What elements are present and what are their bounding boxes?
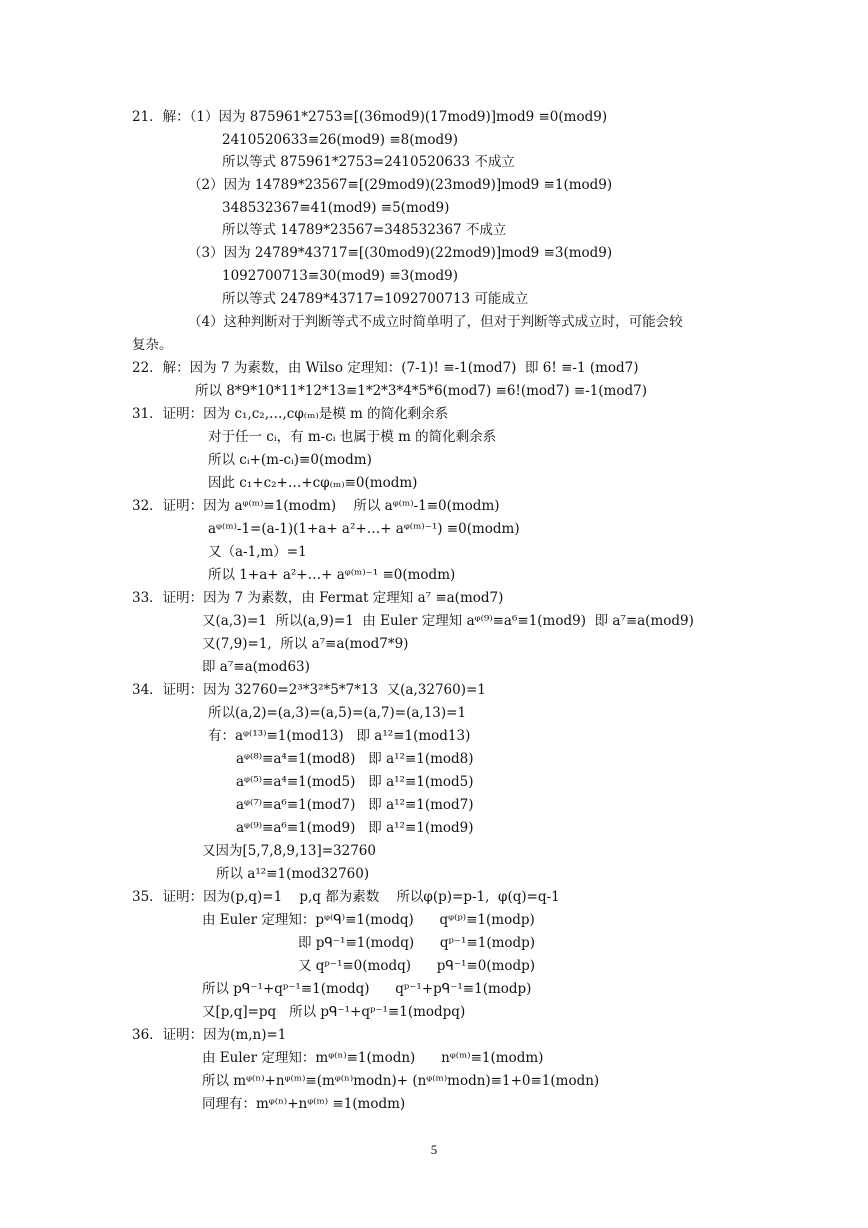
text-line: （2）因为 14789*23567≡[(29mod9)(23mod9)]mod9 ≡1(mod9) xyxy=(188,177,613,193)
text-line: 又（a-1,m）=1 xyxy=(208,544,307,560)
text-line: 所以 pᑫ⁻¹+qᵖ⁻¹≡1(modq) qᵖ⁻¹+pᑫ⁻¹≡1(modp) xyxy=(202,981,532,997)
text-line: 所以 mᵠ⁽ⁿ⁾+nᵠ⁽ᵐ⁾≡(mᵠ⁽ⁿ⁾modn)+ (nᵠ⁽ᵐ⁾modn)≡1+0≡1(modn) xyxy=(202,1073,600,1089)
text-line: 对于任一 cᵢ，有 m-cᵢ 也属于模 m 的简化剩余系 xyxy=(208,429,497,445)
text-line: 同理有：mᵠ⁽ⁿ⁾+nᵠ⁽ᵐ⁾ ≡1(modm) xyxy=(202,1096,406,1112)
text-line: 复杂。 xyxy=(132,337,173,353)
text-line: 31．证明：因为 c₁,c₂,…,cφ₍ₘ₎是模 m 的简化剩余系 xyxy=(132,406,449,422)
text-line: 又(a,3)=1 所以(a,9)=1 由 Euler 定理知 aᵠ⁽⁹⁾≡a⁶≡1(mod9) 即 a⁷≡a(mod9) xyxy=(202,613,694,629)
text-line: 又 qᵖ⁻¹≡0(modq) pᑫ⁻¹≡0(modp) xyxy=(298,958,536,974)
text-line: 由 Euler 定理知：mᵠ⁽ⁿ⁾≡1(modn) nᵠ⁽ᵐ⁾≡1(modm) xyxy=(202,1050,544,1066)
text-line: （3）因为 24789*43717≡[(30mod9)(22mod9)]mod9 ≡3(mod9) xyxy=(188,245,613,261)
text-line: 所以等式 24789*43717=1092700713 可能成立 xyxy=(222,291,529,307)
text-line: 又[p,q]=pq 所以 pᑫ⁻¹+qᵖ⁻¹≡1(modpq) xyxy=(202,1004,466,1020)
text-line: 32．证明：因为 aᵠ⁽ᵐ⁾≡1(modm) 所以 aᵠ⁽ᵐ⁾-1≡0(modm) xyxy=(132,498,500,514)
text-line: 34．证明：因为 32760=2³*3²*5*7*13 又(a,32760)=1 xyxy=(132,682,486,698)
text-line: 35．证明：因为(p,q)=1 p,q 都为素数 所以φ(p)=p-1, φ(q)=q-1 xyxy=(132,889,560,905)
text-line: 所以等式 14789*23567=348532367 不成立 xyxy=(222,222,507,238)
text-line: 因此 c₁+c₂+…+cφ₍ₘ₎≡0(modm) xyxy=(208,475,418,491)
text-line: 即 pᑫ⁻¹≡1(modq) qᵖ⁻¹≡1(modp) xyxy=(298,935,536,951)
text-line: 2410520633≡26(mod9) ≡8(mod9) xyxy=(222,132,458,148)
text-line: 1092700713≡30(mod9) ≡3(mod9) xyxy=(222,268,458,284)
text-line: 所以(a,2)=(a,3)=(a,5)=(a,7)=(a,13)=1 xyxy=(208,705,467,721)
text-line: 所以 1+a+ a²+…+ aᵠ⁽ᵐ⁾⁻¹ ≡0(modm) xyxy=(208,567,456,583)
text-line: 21．解：（1）因为 875961*2753≡[(36mod9)(17mod9)]mod9 ≡0(mod9) xyxy=(132,109,608,125)
text-line: 所以 cᵢ+(m-cᵢ)≡0(modm) xyxy=(208,452,372,468)
text-line: aᵠ⁽⁸⁾≡a⁴≡1(mod8) 即 a¹²≡1(mod8) xyxy=(236,751,474,767)
text-line: （4）这种判断对于判断等式不成立时简单明了，但对于判断等式成立时，可能会较 xyxy=(188,314,683,330)
text-line: 22．解：因为 7 为素数，由 Wilso 定理知：(7-1)! ≡-1(mod7) 即 6! ≡-1 (mod7) xyxy=(132,360,639,376)
text-line: aᵠ⁽⁷⁾≡a⁶≡1(mod7) 即 a¹²≡1(mod7) xyxy=(236,797,474,813)
text-line: 348532367≡41(mod9) ≡5(mod9) xyxy=(222,200,450,216)
text-line: aᵠ⁽⁵⁾≡a⁴≡1(mod5) 即 a¹²≡1(mod5) xyxy=(236,774,474,790)
text-line: 33．证明：因为 7 为素数，由 Fermat 定理知 a⁷ ≡a(mod7) xyxy=(132,590,504,606)
text-line: 所以 a¹²≡1(mod32760) xyxy=(216,866,370,882)
text-line: aᵠ⁽⁹⁾≡a⁶≡1(mod9) 即 a¹²≡1(mod9) xyxy=(236,820,474,836)
text-line: 又因为[5,7,8,9,13]=32760 xyxy=(202,843,376,859)
text-line: 由 Euler 定理知：pᵠ⁽ᑫ⁾≡1(modq) qᵠ⁽ᵖ⁾≡1(modp) xyxy=(202,912,535,928)
page-number: 5 xyxy=(430,1142,438,1157)
text-line: 所以 8*9*10*11*12*13≡1*2*3*4*5*6(mod7) ≡6!(mod7) ≡-1(mod7) xyxy=(195,383,647,399)
text-line: aᵠ⁽ᵐ⁾-1=(a-1)(1+a+ a²+…+ aᵠ⁽ᵐ⁾⁻¹) ≡0(modm) xyxy=(208,521,520,537)
text-line: 36．证明：因为(m,n)=1 xyxy=(132,1027,287,1043)
text-line: 又(7,9)=1, 所以 a⁷≡a(mod7*9) xyxy=(202,636,409,652)
text-line: 即 a⁷≡a(mod63) xyxy=(202,659,310,675)
text-line: 所以等式 875961*2753=2410520633 不成立 xyxy=(222,154,515,170)
text-line: 有：aᵠ⁽¹³⁾≡1(mod13) 即 a¹²≡1(mod13) xyxy=(208,728,471,744)
